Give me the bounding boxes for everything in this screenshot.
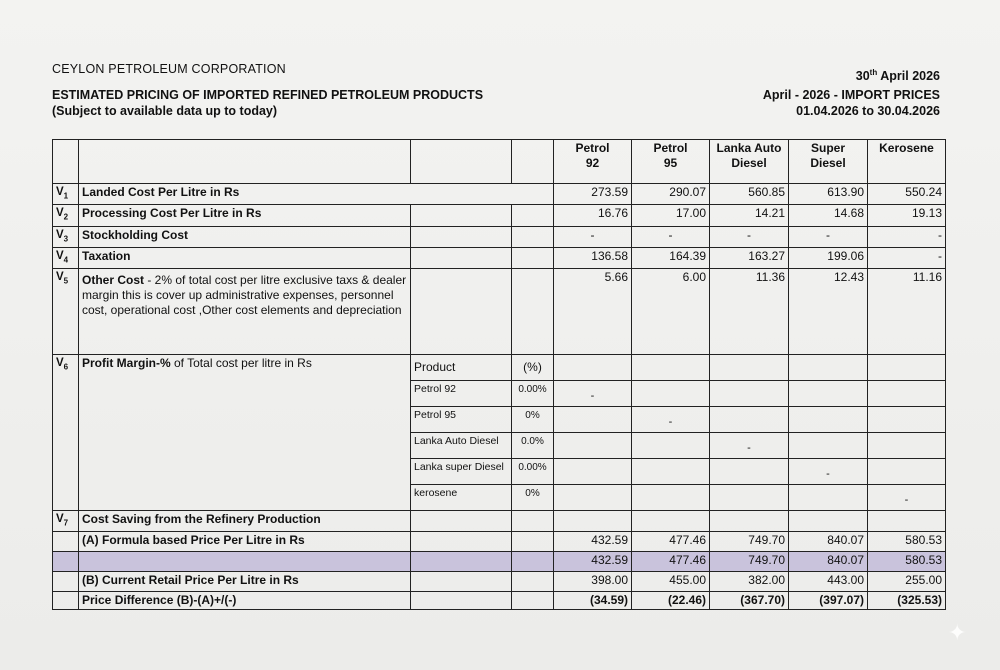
- col-petrol-95: Petrol 95: [632, 140, 710, 184]
- product-header: Product: [411, 355, 512, 381]
- value-cell: 199.06: [789, 247, 868, 268]
- product-name: Petrol 92: [411, 381, 512, 407]
- value-cell: 6.00: [632, 269, 710, 355]
- period-range: 01.04.2026 to 30.04.2026: [796, 104, 940, 118]
- row-label: Profit Margin-% of Total cost per litre in Rs: [79, 355, 411, 511]
- table-row-v3: [53, 226, 946, 247]
- row-code: $V_1$: [53, 184, 79, 205]
- document-subtitle: (Subject to available data up to today): [52, 104, 278, 118]
- product-pct: 0%: [512, 407, 554, 433]
- value-cell: 455.00: [632, 572, 710, 592]
- value-cell: (367.70): [710, 592, 789, 610]
- value-cell: 398.00: [554, 572, 632, 592]
- table-header-row: [53, 140, 946, 184]
- table-row-v4: [53, 247, 946, 268]
- value-cell: 255.00: [868, 572, 946, 592]
- sparkle-icon: ✦: [948, 620, 967, 645]
- product-name: Lanka super Diesel: [411, 459, 512, 485]
- col-lanka-auto-diesel: Lanka Auto Diesel: [710, 140, 789, 184]
- table-row-retail: [53, 572, 946, 592]
- value-cell: 550.24: [868, 184, 946, 205]
- value-cell: 14.68: [789, 205, 868, 226]
- value-cell: 580.53: [868, 552, 946, 572]
- value-cell: -: [710, 226, 789, 247]
- value-cell: (22.46): [632, 592, 710, 610]
- table-row-v1: [53, 184, 946, 205]
- value-cell: 273.59: [554, 184, 632, 205]
- value-cell: (397.07): [789, 592, 868, 610]
- value-cell: 580.53: [868, 532, 946, 552]
- period-title: April - 2026 - IMPORT PRICES: [762, 88, 940, 102]
- value-cell: -: [710, 433, 789, 459]
- document-title: ESTIMATED PRICING OF IMPORTED REFINED PETROLEUM PRODUCTS: [52, 88, 484, 102]
- value-cell: 16.76: [554, 205, 632, 226]
- row-label: Stockholding Cost: [79, 226, 411, 247]
- value-cell: -: [868, 247, 946, 268]
- value-cell: 11.16: [868, 269, 946, 355]
- value-cell: 12.43: [789, 269, 868, 355]
- value-cell: 443.00: [789, 572, 868, 592]
- col-kerosene: Kerosene: [868, 140, 946, 184]
- table-row-formula: [53, 532, 946, 552]
- product-pct: 0%: [512, 485, 554, 511]
- row-code: $V_5$: [53, 269, 79, 355]
- value-cell: -: [868, 485, 946, 511]
- product-pct: 0.00%: [512, 381, 554, 407]
- row-code: $V_4$: [53, 247, 79, 268]
- table-row-difference: [53, 592, 946, 610]
- table-row-v5: [53, 269, 946, 355]
- row-label: Processing Cost Per Litre in Rs: [79, 205, 411, 226]
- value-cell: -: [554, 381, 632, 407]
- table-row-highlight: [53, 552, 946, 572]
- value-cell: 19.13: [868, 205, 946, 226]
- value-cell: -: [632, 407, 710, 433]
- value-cell: 136.58: [554, 247, 632, 268]
- value-cell: 477.46: [632, 552, 710, 572]
- value-cell: (325.53): [868, 592, 946, 610]
- value-cell: -: [789, 226, 868, 247]
- row-label: Price Difference (B)-(A)+/(-): [79, 592, 411, 610]
- value-cell: 613.90: [789, 184, 868, 205]
- value-cell: 14.21: [710, 205, 789, 226]
- value-cell: 382.00: [710, 572, 789, 592]
- value-cell: -: [789, 459, 868, 485]
- row-label: Landed Cost Per Litre in Rs: [79, 184, 554, 205]
- value-cell: (34.59): [554, 592, 632, 610]
- row-code: $V_7$: [53, 511, 79, 532]
- table-row-v2: [53, 205, 946, 226]
- row-label: Other Cost - 2% of total cost per litre exclusive taxs & dealer margin this is cover up administrative expenses, personnel cost, operational cost ,Other cost elements and depreciation: [79, 269, 411, 355]
- table-row-v7: [53, 511, 946, 532]
- row-code: $V_3$: [53, 226, 79, 247]
- row-label: Taxation: [79, 247, 411, 268]
- value-cell: 11.36: [710, 269, 789, 355]
- row-label: (B) Current Retail Price Per Litre in Rs: [79, 572, 411, 592]
- value-cell: 560.85: [710, 184, 789, 205]
- row-code: $V_6$: [53, 355, 79, 511]
- value-cell: 163.27: [710, 247, 789, 268]
- table-row-v6-header: [53, 355, 946, 381]
- value-cell: 840.07: [789, 552, 868, 572]
- document-date: 30th April 2026: [855, 68, 940, 84]
- value-cell: 749.70: [710, 532, 789, 552]
- value-cell: 5.66: [554, 269, 632, 355]
- product-pct: 0.0%: [512, 433, 554, 459]
- value-cell: 164.39: [632, 247, 710, 268]
- value-cell: 432.59: [554, 532, 632, 552]
- value-cell: 840.07: [789, 532, 868, 552]
- organization-name: CEYLON PETROLEUM CORPORATION: [52, 62, 286, 76]
- value-cell: -: [868, 226, 946, 247]
- pricing-table: [52, 139, 946, 610]
- value-cell: 17.00: [632, 205, 710, 226]
- value-cell: -: [554, 226, 632, 247]
- value-cell: -: [632, 226, 710, 247]
- value-cell: 749.70: [710, 552, 789, 572]
- pct-header: (%): [512, 355, 554, 381]
- product-name: Lanka Auto Diesel: [411, 433, 512, 459]
- product-name: kerosene: [411, 485, 512, 511]
- value-cell: 290.07: [632, 184, 710, 205]
- row-label: Cost Saving from the Refinery Production: [79, 511, 411, 532]
- col-petrol-92: Petrol 92: [554, 140, 632, 184]
- row-code: $V_2$: [53, 205, 79, 226]
- row-label: (A) Formula based Price Per Litre in Rs: [79, 532, 411, 552]
- col-super-diesel: Super Diesel: [789, 140, 868, 184]
- value-cell: 477.46: [632, 532, 710, 552]
- product-name: Petrol 95: [411, 407, 512, 433]
- value-cell: 432.59: [554, 552, 632, 572]
- product-pct: 0.00%: [512, 459, 554, 485]
